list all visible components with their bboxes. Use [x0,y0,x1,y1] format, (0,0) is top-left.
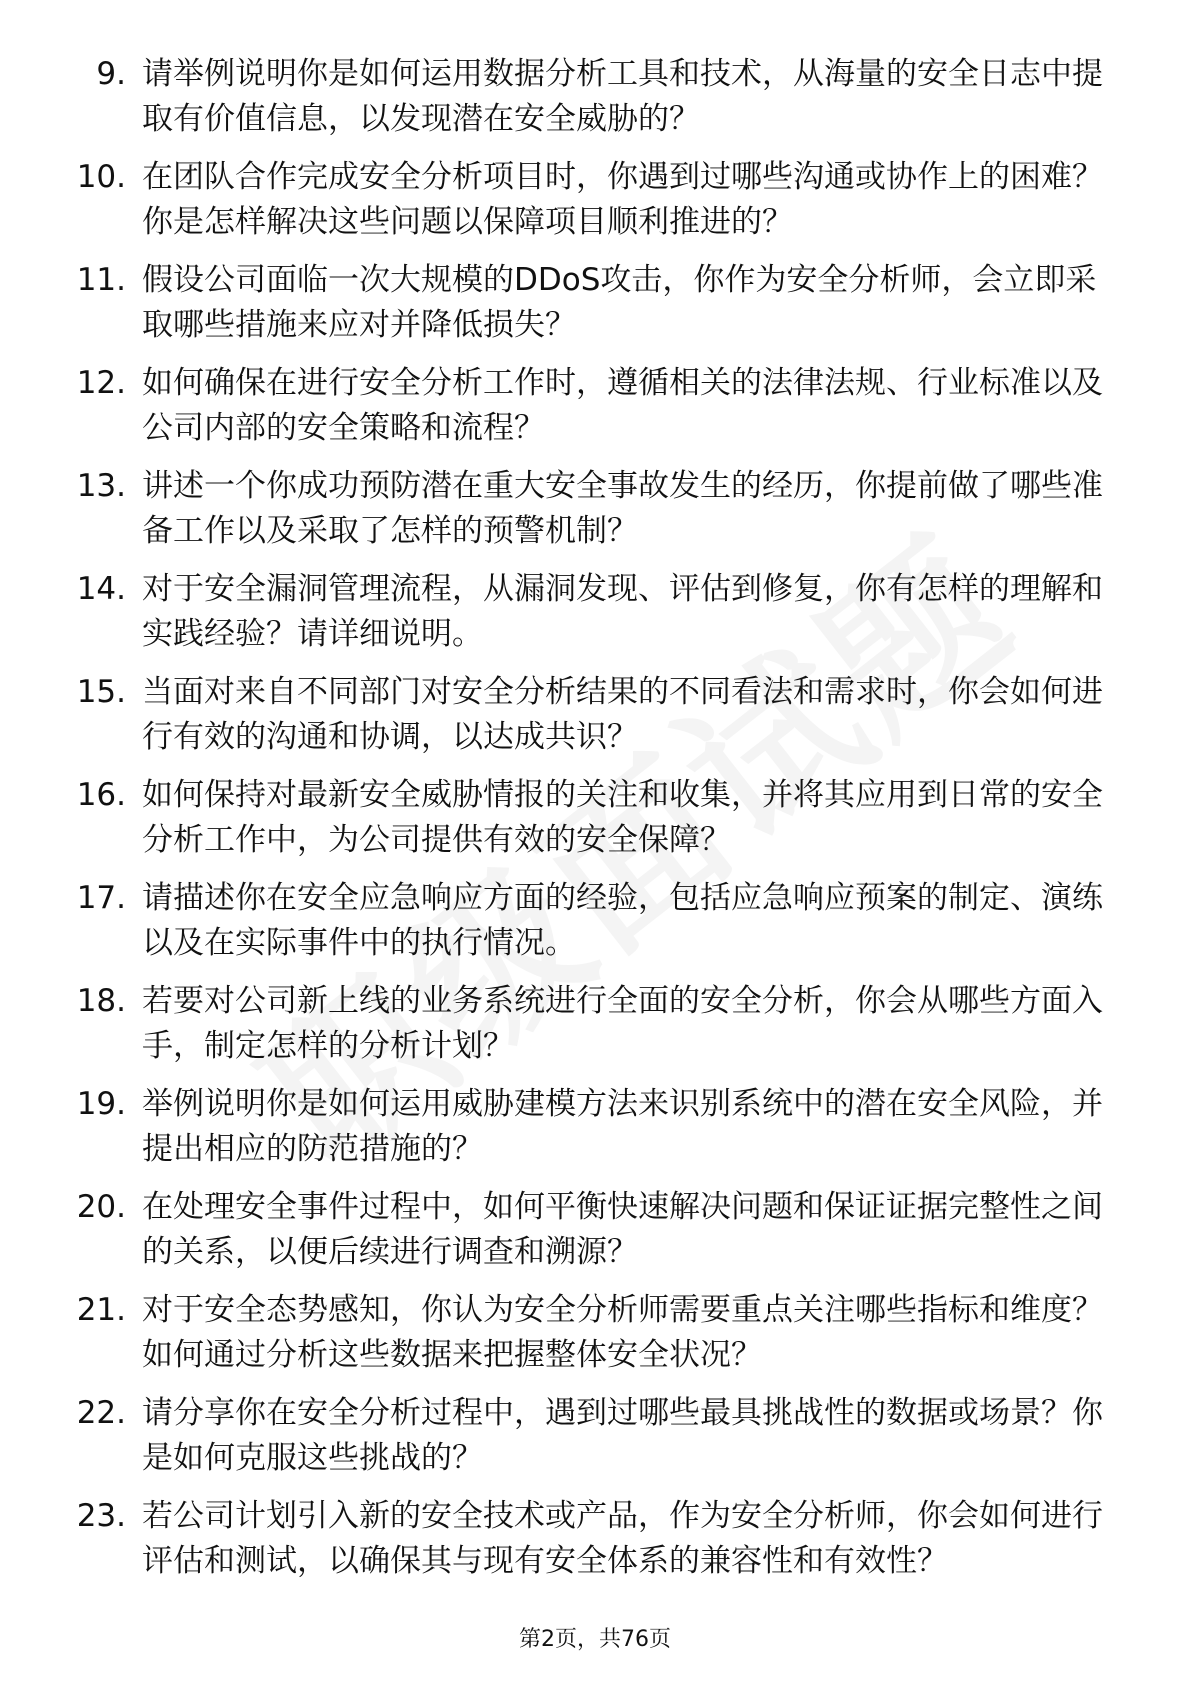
page-footer [0,1622,1190,1653]
question-item [58,1391,1108,1481]
question-item [58,876,1108,966]
question-text: 如何确保在进行安全分析工作时，遵循相关的法律法规、行业标准以及公司内部的安全策略和流程？ [142,365,1103,446]
question-item [58,670,1108,760]
question-text: 在处理安全事件过程中，如何平衡快速解决问题和保证证据完整性之间的关系，以便后续进行调查和溯源？ [142,1189,1103,1270]
question-item [58,567,1108,657]
question-text: 对于安全态势感知，你认为安全分析师需要重点关注哪些指标和维度？如何通过分析这些数据来把握整体安全状况？ [142,1292,1103,1373]
question-item [58,1185,1108,1275]
question-number: 14. [76,571,126,607]
question-number: 15. [76,674,126,710]
question-text: 举例说明你是如何运用威胁建模方法来识别系统中的潜在安全风险，并提出相应的防范措施的？ [142,1086,1103,1167]
question-text: 假设公司面临一次大规模的DDoS攻击，你作为安全分析师，会立即采取哪些措施来应对并降低损失？ [142,262,1097,343]
question-item [58,1082,1108,1172]
question-text: 讲述一个你成功预防潜在重大安全事故发生的经历，你提前做了哪些准备工作以及采取了怎样的预警机制？ [142,468,1103,549]
question-number: 18. [76,983,126,1019]
question-number: 10. [76,159,126,195]
question-number: 21. [76,1292,126,1328]
question-text: 在团队合作完成安全分析项目时，你遇到过哪些沟通或协作上的困难？你是怎样解决这些问题以保障项目顺利推进的？ [142,159,1103,240]
question-number: 12. [76,365,126,401]
question-item [58,361,1108,451]
question-text: 请举例说明你是如何运用数据分析工具和技术，从海量的安全日志中提取有价值信息，以发现潜在安全威胁的？ [142,56,1103,137]
question-number: 11. [76,262,126,298]
question-list [58,52,1108,1597]
question-number: 16. [76,777,126,813]
question-number: 13. [76,468,126,504]
question-number: 23. [76,1498,126,1534]
question-number: 9. [96,56,126,92]
page-number-label: 第2页，共76页 [519,1627,671,1652]
question-text: 请描述你在安全应急响应方面的经验，包括应急响应预案的制定、演练以及在实际事件中的执行情况。 [142,880,1103,961]
question-item [58,155,1108,245]
question-text: 对于安全漏洞管理流程，从漏洞发现、评估到修复，你有怎样的理解和实践经验？请详细说明。 [142,571,1103,652]
question-text: 若要对公司新上线的业务系统进行全面的安全分析，你会从哪些方面入手，制定怎样的分析计划？ [142,983,1103,1064]
question-number: 17. [76,880,126,916]
question-item [58,773,1108,863]
question-item [58,1288,1108,1378]
question-item [58,464,1108,554]
question-item [58,979,1108,1069]
question-item [58,1494,1108,1584]
question-number: 22. [76,1395,126,1431]
question-number: 19. [76,1086,126,1122]
question-text: 如何保持对最新安全威胁情报的关注和收集，并将其应用到日常的安全分析工作中，为公司提供有效的安全保障？ [142,777,1103,858]
question-item [58,52,1108,142]
question-number: 20. [76,1189,126,1225]
question-text: 请分享你在安全分析过程中，遇到过哪些最具挑战性的数据或场景？你是如何克服这些挑战的？ [142,1395,1103,1476]
question-text: 若公司计划引入新的安全技术或产品，作为安全分析师，你会如何进行评估和测试，以确保其与现有安全体系的兼容性和有效性？ [142,1498,1103,1579]
question-text: 当面对来自不同部门对安全分析结果的不同看法和需求时，你会如何进行有效的沟通和协调，以达成共识？ [142,674,1103,755]
question-item [58,258,1108,348]
